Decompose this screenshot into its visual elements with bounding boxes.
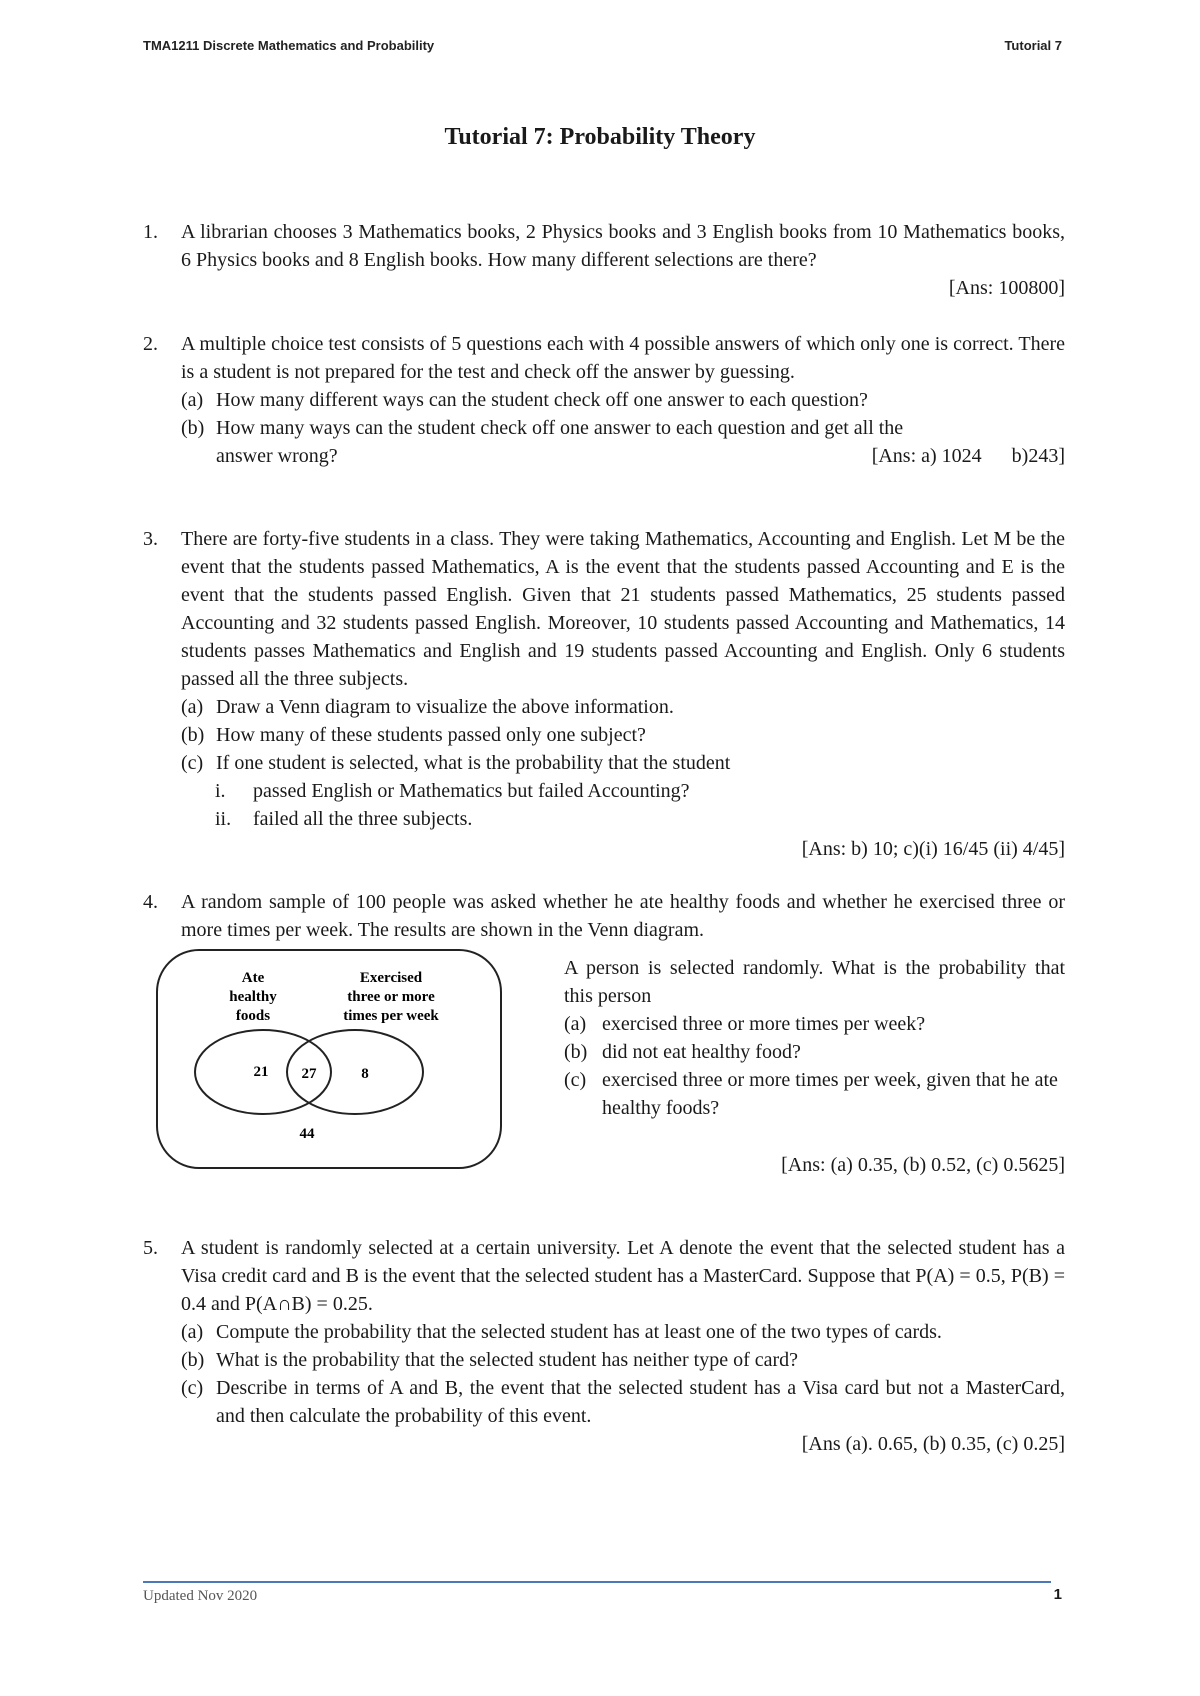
answer: [Ans: 100800] (948, 277, 1065, 299)
question-1 (143, 218, 1065, 302)
venn-left-only-value: 21 (253, 1064, 269, 1080)
subquestion-b (564, 1038, 1065, 1066)
subquestion-text: exercised three or more times per week, given that he ate healthy foods? (602, 1069, 1058, 1119)
subquestion-text: did not eat healthy food? (602, 1041, 801, 1063)
question-text: There are forty-five students in a class. They were taking Mathematics, Accounting and English. Let M be the event that the students passed Mathematics, A is the event that the students passed Accounting and E is the event that the students passed English. Given that 21 students passed Mathematics, 25 students passed Accounting and 32 students passed English. Moreover, 10 students passed Accounting and Mathematics, 14 students passes Mathematics and English and 19 students passed Accounting and English. Only 6 students passed all the three subjects. (181, 528, 1065, 690)
subquestion-text-continued: answer wrong? (216, 445, 338, 467)
answer: [Ans: a) 1024 b)243] (871, 445, 1065, 467)
question-number: 4. (143, 891, 158, 913)
venn-intersection-value: 27 (301, 1066, 317, 1082)
venn-outside-value: 44 (299, 1126, 315, 1142)
subquestion-label: (b) (181, 417, 205, 439)
answer: [Ans: (a) 0.35, (b) 0.52, (c) 0.5625] (781, 1154, 1065, 1176)
subquestion-label: (a) (181, 696, 204, 718)
subquestion-label: (c) (181, 1377, 204, 1399)
subquestion-label: i. (215, 780, 226, 802)
subquestion-a (564, 1010, 1065, 1038)
subquestion-text: exercised three or more times per week? (602, 1013, 926, 1035)
header-tutorial: Tutorial 7 (1004, 38, 1062, 53)
question-number: 3. (143, 528, 158, 550)
venn-right-label-1: Exercised (359, 970, 423, 986)
footer-updated: Updated Nov 2020 (143, 1588, 258, 1604)
header-course: TMA1211 Discrete Mathematics and Probability (143, 38, 435, 53)
subquestion-c-ii (181, 805, 1065, 833)
question-text: A random sample of 100 people was asked whether he ate healthy foods and whether he exercised three or more times per week. The results are shown in the Venn diagram. (181, 891, 1065, 941)
subquestion-c (181, 1374, 1065, 1430)
subquestion-c-i (181, 777, 1065, 805)
subquestion-text: How many of these students passed only one subject? (216, 724, 646, 746)
subquestion-b (181, 721, 1065, 749)
question-3 (143, 525, 1065, 863)
subquestion-text: Compute the probability that the selected student has at least one of the two types of cards. (216, 1321, 942, 1343)
subquestion-a (181, 1318, 1065, 1346)
subquestion-label: (a) (181, 1321, 204, 1343)
question-4-intro: A person is selected randomly. What is the probability that this person (564, 957, 1065, 1007)
subquestion-text: failed all the three subjects. (253, 808, 473, 830)
venn-left-label-3: foods (235, 1008, 271, 1024)
subquestion-label: (a) (564, 1013, 587, 1035)
subquestion-b (181, 414, 1065, 442)
subquestion-label: (b) (181, 724, 205, 746)
page-number: 1 (1053, 1586, 1062, 1603)
subquestion-label: (a) (181, 389, 204, 411)
question-text: A multiple choice test consists of 5 questions each with 4 possible answers of which only one is correct. There is a student is not prepared for the test and check off the answer by guessing. (181, 333, 1065, 383)
question-5 (143, 1234, 1065, 1458)
subquestion-a (181, 693, 1065, 721)
question-2 (143, 330, 1065, 470)
answer: [Ans (a). 0.65, (b) 0.35, (c) 0.25] (801, 1433, 1065, 1455)
subquestion-label: (c) (181, 752, 204, 774)
subquestion-text: What is the probability that the selected student has neither type of card? (216, 1349, 799, 1371)
subquestion-text: How many ways can the student check off one answer to each question and get all the (216, 417, 904, 439)
venn-diagram (155, 948, 503, 1170)
footer-divider (143, 1581, 1051, 1583)
subquestion-text: Draw a Venn diagram to visualize the above information. (216, 696, 674, 718)
question-text: A student is randomly selected at a certain university. Let A denote the event that the selected student has a Visa credit card and B is the event that the selected student has a MasterCard. Suppose that P(A) = 0.5, P(B) = 0.4 and P(A∩B) = 0.25. (181, 1237, 1065, 1315)
question-text: A librarian chooses 3 Mathematics books, 2 Physics books and 3 English books from 10 Mathematics books, 6 Physics books and 8 English books. How many different selections are there? (181, 221, 1065, 271)
page-title: Tutorial 7: Probability Theory (444, 124, 756, 150)
venn-right-label-3: times per week (343, 1008, 439, 1024)
question-number: 1. (143, 221, 158, 243)
subquestion-label: ii. (215, 808, 232, 830)
subquestion-text: passed English or Mathematics but failed Accounting? (253, 780, 690, 802)
venn-left-label-2: healthy (229, 989, 277, 1005)
venn-left-label-1: Ate (241, 970, 265, 986)
subquestion-b (181, 1346, 1065, 1374)
question-4-prompt (564, 954, 1065, 1122)
subquestion-c (181, 749, 1065, 777)
subquestion-text: How many different ways can the student check off one answer to each question? (216, 389, 868, 411)
subquestion-label: (b) (564, 1041, 588, 1063)
subquestion-c (564, 1066, 1065, 1122)
answer: [Ans: b) 10; c)(i) 16/45 (ii) 4/45] (801, 838, 1065, 860)
subquestion-text: Describe in terms of A and B, the event that the selected student has a Visa card but not a MasterCard, and then calculate the probability of this event. (216, 1377, 1065, 1427)
venn-right-label-2: three or more (347, 989, 435, 1005)
subquestion-b-continued (181, 442, 1065, 470)
venn-right-only-value: 8 (361, 1066, 369, 1082)
venn-universe-box (157, 950, 501, 1168)
question-number: 5. (143, 1237, 158, 1259)
question-number: 2. (143, 333, 158, 355)
subquestion-label: (c) (564, 1069, 587, 1091)
venn-svg (155, 948, 503, 1170)
subquestion-a (181, 386, 1065, 414)
question-4 (143, 888, 1065, 944)
subquestion-label: (b) (181, 1349, 205, 1371)
subquestion-text: If one student is selected, what is the probability that the student (216, 752, 731, 774)
